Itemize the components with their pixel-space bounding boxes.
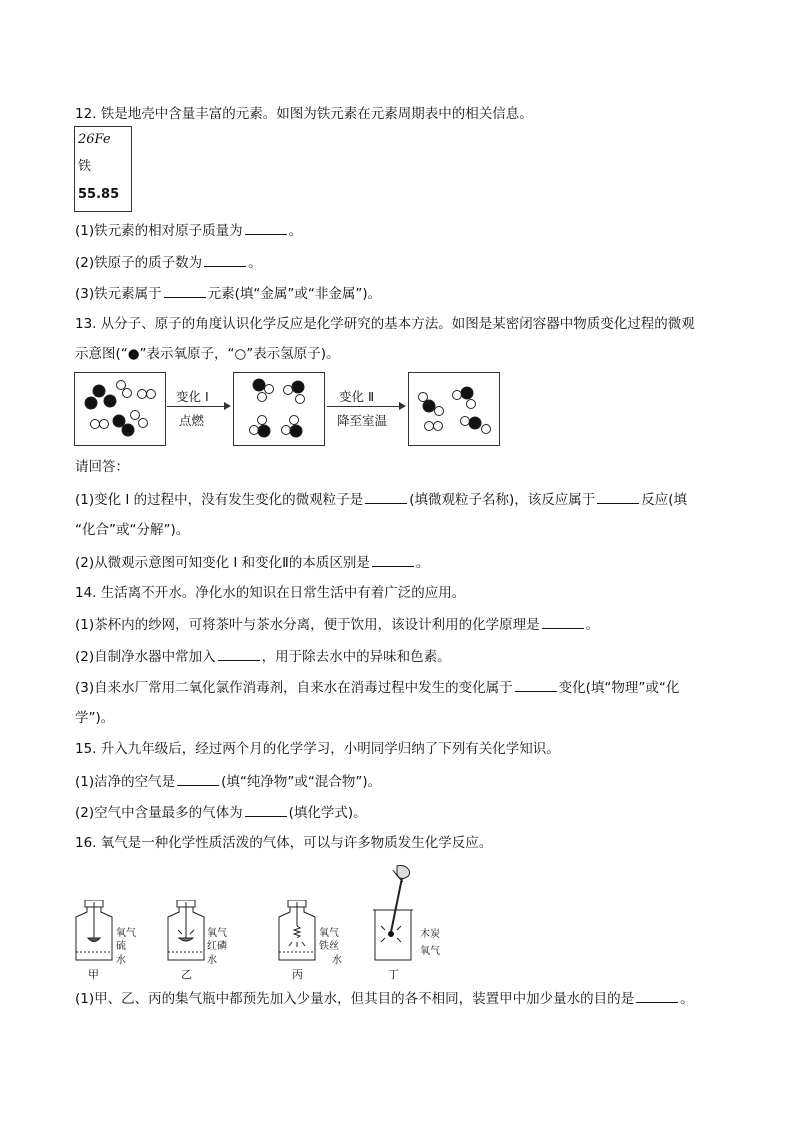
element-number-symbol: 26Fe <box>78 132 111 147</box>
jia-tag-sulfur: 硫 <box>116 941 126 952</box>
answer-blank[interactable] <box>542 615 584 629</box>
q13-part1-cont: “化合”或“分解”)。 <box>75 522 190 538</box>
change-1-condition: 点燃 <box>179 413 205 428</box>
q12-part2: (2)铁原子的质子数为 。 <box>75 255 262 271</box>
q12-part3: (3)铁元素属于 元素(填“金属”或“非金属”)。 <box>75 286 382 302</box>
q15-stem: 15. 升入九年级后，经过两个月的化学学习，小明同学归纳了下列有关化学知识。 <box>75 741 560 757</box>
jia-tag-water: 水 <box>116 955 126 966</box>
answer-blank[interactable] <box>245 221 287 235</box>
gas-jar-yi <box>166 900 206 964</box>
q14-part3-cont: 学”)。 <box>75 710 115 726</box>
yi-tag-oxygen: 氧气 <box>207 928 227 939</box>
micro-box-before <box>74 372 166 446</box>
answer-blank[interactable] <box>597 490 639 504</box>
q16-part1: (1)甲、乙、丙的集气瓶中都预先加入少量水，但其目的各不相同，装置甲中加少量水的目的是 。 <box>75 991 694 1007</box>
answer-blank[interactable] <box>372 553 414 567</box>
q15-part1: (1)洁净的空气是 (填“纯净物”或“混合物”)。 <box>75 774 382 790</box>
yi-tag-red-phosphorus: 红磷 <box>207 941 227 952</box>
q14-part3: (3)自来水厂常用二氧化氯作消毒剂，自来水在消毒过程中发生的变化属于 变化(填“物理”或“化 <box>75 680 680 696</box>
q14-part2: (2)自制净水器中常加入 ，用于除去水中的异味和色素。 <box>75 649 451 665</box>
answer-blank[interactable] <box>636 989 678 1003</box>
gas-jar-ding <box>369 864 421 964</box>
molecule-diagram-before <box>75 373 165 445</box>
gas-jar-jia <box>74 900 114 964</box>
jia-tag-oxygen: 氧气 <box>116 928 136 939</box>
molecule-diagram-after <box>409 373 499 445</box>
arrow-right-icon <box>327 406 404 407</box>
change-2-condition: 降至室温 <box>337 413 388 428</box>
micro-box-after <box>408 372 500 446</box>
q12-part1: (1)铁元素的相对原子质量为 。 <box>75 223 303 239</box>
element-name: 铁 <box>78 159 92 174</box>
q13-part1: (1)变化 I 的过程中，没有发生变化的微观粒子是 (填微观粒子名称)，该反应属于 反应(填 <box>75 492 688 508</box>
q12-stem: 12. 铁是地壳中含量丰富的元素。如图为铁元素在元素周期表中的相关信息。 <box>75 106 533 122</box>
ding-tag-oxygen: 氧气 <box>420 946 440 957</box>
element-card-iron <box>74 126 132 212</box>
answer-blank[interactable] <box>204 253 246 267</box>
q13-part2: (2)从微观示意图可知变化 I 和变化Ⅱ的本质区别是 。 <box>75 555 430 571</box>
apparatus-label-bing: 丙 <box>292 968 303 981</box>
element-mass: 55.85 <box>78 187 120 202</box>
q13-ask: 请回答： <box>75 459 129 475</box>
bing-tag-water: 水 <box>332 955 342 966</box>
molecule-diagram-middle <box>234 373 324 445</box>
q14-part1: (1)茶杯内的纱网，可将茶叶与茶水分离，便于饮用，该设计利用的化学原理是 。 <box>75 617 600 633</box>
change-1-label: 变化 I <box>176 389 209 404</box>
arrow-right-icon <box>167 406 229 407</box>
q15-part2: (2)空气中含量最多的气体为 (填化学式)。 <box>75 805 367 821</box>
q16-stem: 16. 氧气是一种化学性质活泼的气体，可以与许多物质发生化学反应。 <box>75 835 493 851</box>
gas-jar-bing <box>277 900 317 964</box>
apparatus-label-jia: 甲 <box>88 968 99 981</box>
ding-tag-charcoal: 木炭 <box>420 929 440 940</box>
q14-stem: 14. 生活离不开水。净化水的知识在日常生活中有着广泛的应用。 <box>75 585 466 601</box>
apparatus-label-ding: 丁 <box>388 968 399 981</box>
micro-box-middle <box>233 372 325 446</box>
answer-blank[interactable] <box>515 678 557 692</box>
answer-blank[interactable] <box>245 803 287 817</box>
q13-stem-line2: 示意图(“●”表示氧原子，“○”表示氢原子)。 <box>75 346 340 362</box>
bing-tag-oxygen: 氧气 <box>319 928 339 939</box>
q13-stem-line1: 13. 从分子、原子的角度认识化学反应是化学研究的基本方法。如图是某密闭容器中物质变化过程的微观 <box>75 316 695 332</box>
answer-blank[interactable] <box>218 647 260 661</box>
answer-blank[interactable] <box>164 284 206 298</box>
answer-blank[interactable] <box>365 490 407 504</box>
yi-tag-water: 水 <box>207 955 217 966</box>
bing-tag-iron-wire: 铁丝 <box>319 941 339 952</box>
apparatus-label-yi: 乙 <box>181 968 192 981</box>
change-2-label: 变化 Ⅱ <box>339 389 375 404</box>
answer-blank[interactable] <box>177 772 219 786</box>
